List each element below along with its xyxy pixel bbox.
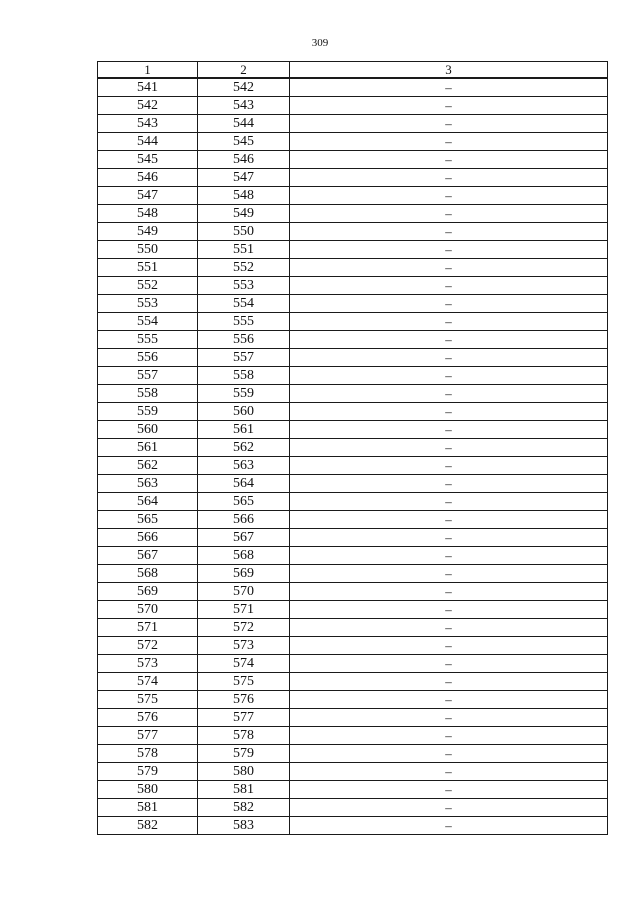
table-cell-col-1: 547 (98, 187, 198, 205)
table-cell-col-2: 547 (198, 169, 290, 187)
table-row (98, 115, 608, 133)
table-row (98, 169, 608, 187)
table-cell-col-2: 572 (198, 619, 290, 637)
table-cell-col-1: 580 (98, 781, 198, 799)
table-cell-col-2: 564 (198, 475, 290, 493)
table-cell-col-2: 549 (198, 205, 290, 223)
table-cell-col-3: – (290, 637, 608, 655)
table-cell-col-2: 571 (198, 601, 290, 619)
table-cell-col-3: – (290, 97, 608, 115)
table-cell-col-3: – (290, 727, 608, 745)
table-row (98, 763, 608, 781)
table-cell-col-3: – (290, 169, 608, 187)
table-row (98, 78, 608, 97)
table-cell-col-1: 572 (98, 637, 198, 655)
table-row (98, 493, 608, 511)
table-cell-col-1: 566 (98, 529, 198, 547)
table-cell-col-1: 555 (98, 331, 198, 349)
table-cell-col-1: 563 (98, 475, 198, 493)
table-cell-col-1: 549 (98, 223, 198, 241)
table-cell-col-2: 570 (198, 583, 290, 601)
table-cell-col-1: 567 (98, 547, 198, 565)
table-cell-col-2: 579 (198, 745, 290, 763)
table-cell-col-1: 558 (98, 385, 198, 403)
table-cell-col-2: 578 (198, 727, 290, 745)
table-cell-col-2: 573 (198, 637, 290, 655)
table-cell-col-3: – (290, 691, 608, 709)
table-cell-col-1: 545 (98, 151, 198, 169)
table-row (98, 331, 608, 349)
table-cell-col-1: 570 (98, 601, 198, 619)
table-cell-col-3: – (290, 421, 608, 439)
table-cell-col-2: 560 (198, 403, 290, 421)
table-cell-col-3: – (290, 277, 608, 295)
table-row (98, 403, 608, 421)
table-row (98, 277, 608, 295)
table-cell-col-3: – (290, 745, 608, 763)
table-cell-col-3: – (290, 601, 608, 619)
table-cell-col-2: 552 (198, 259, 290, 277)
table-cell-col-2: 569 (198, 565, 290, 583)
table-row (98, 673, 608, 691)
table-cell-col-1: 551 (98, 259, 198, 277)
table-cell-col-2: 546 (198, 151, 290, 169)
table-cell-col-1: 562 (98, 457, 198, 475)
table-row (98, 475, 608, 493)
table-cell-col-2: 565 (198, 493, 290, 511)
table-cell-col-2: 575 (198, 673, 290, 691)
table-cell-col-1: 557 (98, 367, 198, 385)
table-cell-col-3: – (290, 799, 608, 817)
table-cell-col-3: – (290, 151, 608, 169)
table-cell-col-2: 554 (198, 295, 290, 313)
table-cell-col-3: – (290, 331, 608, 349)
table-cell-col-1: 560 (98, 421, 198, 439)
table-row (98, 385, 608, 403)
table-cell-col-1: 571 (98, 619, 198, 637)
table-cell-col-2: 550 (198, 223, 290, 241)
table-cell-col-1: 579 (98, 763, 198, 781)
table-row (98, 727, 608, 745)
table-cell-col-3: – (290, 403, 608, 421)
table-cell-col-3: – (290, 583, 608, 601)
table-cell-col-3: – (290, 349, 608, 367)
table-cell-col-1: 550 (98, 241, 198, 259)
table-cell-col-2: 577 (198, 709, 290, 727)
table-row (98, 421, 608, 439)
table-cell-col-3: – (290, 655, 608, 673)
table-row (98, 619, 608, 637)
table-cell-col-2: 545 (198, 133, 290, 151)
data-table (97, 61, 608, 835)
table-cell-col-3: – (290, 529, 608, 547)
table-cell-col-2: 553 (198, 277, 290, 295)
table-cell-col-1: 542 (98, 97, 198, 115)
table-cell-col-3: – (290, 709, 608, 727)
table-cell-col-3: – (290, 475, 608, 493)
table-cell-col-3: – (290, 259, 608, 277)
table-cell-col-1: 543 (98, 115, 198, 133)
table-cell-col-3: – (290, 367, 608, 385)
table-cell-col-2: 557 (198, 349, 290, 367)
table-cell-col-1: 581 (98, 799, 198, 817)
table-cell-col-1: 559 (98, 403, 198, 421)
table-row (98, 97, 608, 115)
table-cell-col-3: – (290, 781, 608, 799)
table-cell-col-1: 573 (98, 655, 198, 673)
table-row (98, 691, 608, 709)
table-cell-col-2: 580 (198, 763, 290, 781)
table-cell-col-2: 582 (198, 799, 290, 817)
table-cell-col-3: – (290, 763, 608, 781)
table-cell-col-3: – (290, 385, 608, 403)
table-cell-col-3: – (290, 619, 608, 637)
table-cell-col-3: – (290, 457, 608, 475)
table-row (98, 601, 608, 619)
table-cell-col-1: 578 (98, 745, 198, 763)
table-cell-col-1: 577 (98, 727, 198, 745)
table-cell-col-3: – (290, 493, 608, 511)
table-cell-col-3: – (290, 817, 608, 835)
table-cell-col-2: 566 (198, 511, 290, 529)
table-row (98, 745, 608, 763)
column-header-1: 1 (98, 62, 198, 79)
table-row (98, 637, 608, 655)
table-cell-col-2: 563 (198, 457, 290, 475)
table-header (98, 62, 608, 79)
table-row (98, 511, 608, 529)
table-row (98, 349, 608, 367)
table-cell-col-2: 574 (198, 655, 290, 673)
table-cell-col-1: 569 (98, 583, 198, 601)
table-cell-col-2: 581 (198, 781, 290, 799)
table-cell-col-2: 562 (198, 439, 290, 457)
table-row (98, 817, 608, 835)
table-cell-col-2: 576 (198, 691, 290, 709)
table-cell-col-2: 556 (198, 331, 290, 349)
table-cell-col-1: 552 (98, 277, 198, 295)
table-cell-col-3: – (290, 565, 608, 583)
table-row (98, 313, 608, 331)
table-row (98, 583, 608, 601)
table-cell-col-3: – (290, 241, 608, 259)
table-cell-col-3: – (290, 133, 608, 151)
table-cell-col-2: 544 (198, 115, 290, 133)
table-cell-col-1: 556 (98, 349, 198, 367)
table-cell-col-3: – (290, 205, 608, 223)
table-cell-col-3: – (290, 78, 608, 97)
table-row (98, 295, 608, 313)
table-row (98, 133, 608, 151)
table-cell-col-2: 558 (198, 367, 290, 385)
table-cell-col-2: 583 (198, 817, 290, 835)
table-cell-col-2: 542 (198, 78, 290, 97)
table-cell-col-3: – (290, 547, 608, 565)
table-cell-col-1: 564 (98, 493, 198, 511)
table-row (98, 529, 608, 547)
table-row (98, 655, 608, 673)
table-cell-col-2: 561 (198, 421, 290, 439)
column-header-3: 3 (290, 62, 608, 79)
table-cell-col-3: – (290, 673, 608, 691)
table-cell-col-1: 574 (98, 673, 198, 691)
table-cell-col-2: 559 (198, 385, 290, 403)
table-body (98, 78, 608, 835)
table-cell-col-1: 565 (98, 511, 198, 529)
table-cell-col-2: 548 (198, 187, 290, 205)
table-row (98, 241, 608, 259)
table-row (98, 547, 608, 565)
table-row (98, 439, 608, 457)
table-cell-col-3: – (290, 295, 608, 313)
table-cell-col-2: 567 (198, 529, 290, 547)
table-cell-col-1: 575 (98, 691, 198, 709)
table-cell-col-1: 554 (98, 313, 198, 331)
table-cell-col-1: 544 (98, 133, 198, 151)
table-cell-col-2: 568 (198, 547, 290, 565)
table-cell-col-1: 582 (98, 817, 198, 835)
table-row (98, 187, 608, 205)
header-row (98, 62, 608, 79)
page-number: 309 (311, 37, 329, 49)
table-row (98, 259, 608, 277)
table-cell-col-3: – (290, 187, 608, 205)
table-cell-col-2: 555 (198, 313, 290, 331)
table-row (98, 457, 608, 475)
column-header-2: 2 (198, 62, 290, 79)
table-cell-col-3: – (290, 115, 608, 133)
table-cell-col-1: 546 (98, 169, 198, 187)
table-cell-col-2: 551 (198, 241, 290, 259)
table-row (98, 151, 608, 169)
table-cell-col-3: – (290, 313, 608, 331)
table-row (98, 709, 608, 727)
table-cell-col-3: – (290, 223, 608, 241)
table-cell-col-1: 561 (98, 439, 198, 457)
table-cell-col-1: 568 (98, 565, 198, 583)
table-row (98, 205, 608, 223)
table-row (98, 781, 608, 799)
table-row (98, 799, 608, 817)
table-cell-col-3: – (290, 439, 608, 457)
table-cell-col-3: – (290, 511, 608, 529)
table-row (98, 223, 608, 241)
table-cell-col-2: 543 (198, 97, 290, 115)
table-row (98, 565, 608, 583)
table-cell-col-1: 576 (98, 709, 198, 727)
table-cell-col-1: 541 (98, 78, 198, 97)
table-row (98, 367, 608, 385)
table-cell-col-1: 548 (98, 205, 198, 223)
table-cell-col-1: 553 (98, 295, 198, 313)
